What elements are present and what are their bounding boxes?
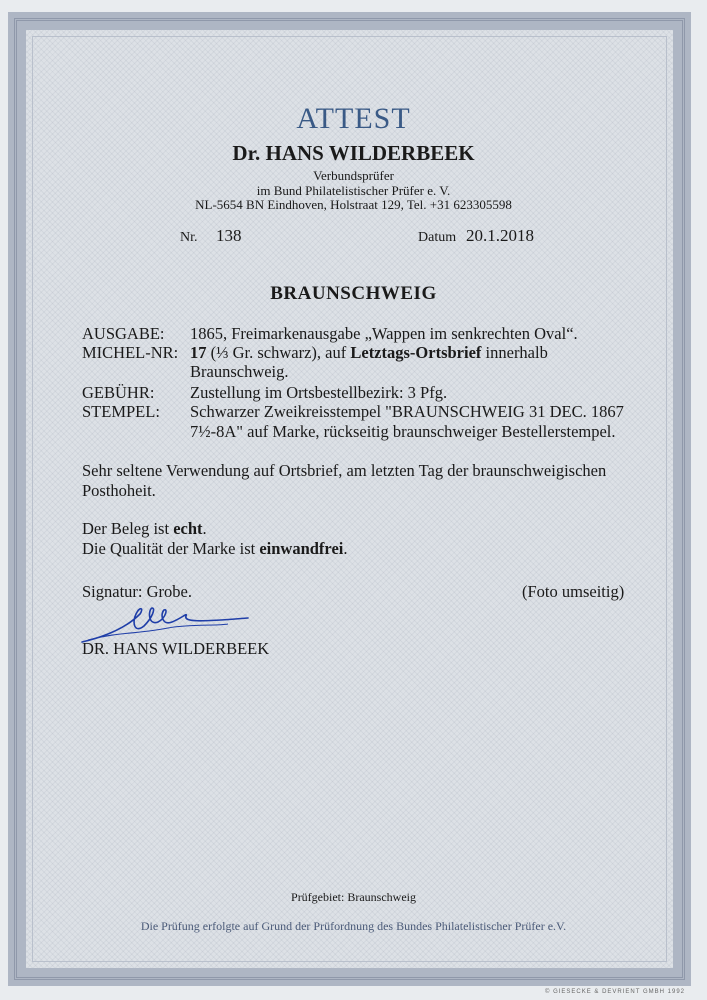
michel-label: MICHEL-NR: <box>82 343 179 362</box>
michel-desc: (⅓ Gr. schwarz), auf <box>206 343 351 362</box>
examiner-address: NL-5654 BN Eindhoven, Holstraat 129, Tel. +31 623305598 <box>195 197 512 212</box>
foto-note: (Foto umseitig) <box>522 582 625 601</box>
verdict-beleg-result: echt <box>173 519 203 538</box>
michel-number: 17 <box>190 343 207 362</box>
remark-line1: Sehr seltene Verwendung auf Ortsbrief, am letzten Tag der braunschweigischen <box>82 461 607 480</box>
stempel-label: STEMPEL: <box>82 402 160 421</box>
date-label: Datum <box>418 230 457 245</box>
verdict-marke <box>82 539 347 559</box>
verdict-marke-result: einwandfrei <box>259 539 344 558</box>
gebuehr-label: GEBÜHR: <box>82 383 155 402</box>
verdict-beleg <box>82 519 207 539</box>
examiner-name: Dr. HANS WILDERBEEK <box>232 141 475 165</box>
examiner-role: Verbundsprüfer <box>313 168 394 183</box>
ausgabe-value: 1865, Freimarkenausgabe „Wappen im senkrechten Oval“. <box>190 324 578 343</box>
number-value: 138 <box>216 226 242 245</box>
verdict-marke-end: . <box>343 539 348 558</box>
printer-imprint: © GIESECKE & DEVRIENT GMBH 1992 <box>544 989 685 995</box>
signer-name: DR. HANS WILDERBEEK <box>82 639 270 658</box>
number-label: Nr. <box>180 230 198 245</box>
examiner-association: im Bund Philatelistischer Prüfer e. V. <box>256 183 451 198</box>
verdict-beleg-end: . <box>202 519 207 538</box>
michel-end: innerhalb <box>481 343 548 362</box>
verdict-marke-text: Die Qualität der Marke ist <box>82 539 260 558</box>
stempel-value-line1: Schwarzer Zweikreisstempel "BRAUNSCHWEIG 31 DEC. 1867 <box>190 402 624 421</box>
michel-value-line2: Braunschweig. <box>190 362 289 381</box>
verdict-beleg-text: Der Beleg ist <box>82 519 174 538</box>
region-heading: BRAUNSCHWEIG <box>270 283 437 304</box>
gebuehr-value: Zustellung im Ortsbestellbezirk: 3 Pfg. <box>190 383 448 402</box>
pruefgebiet: Prüfgebiet: Braunschweig <box>291 890 416 904</box>
footer-note: Die Prüfung erfolgte auf Grund der Prüfordnung des Bundes Philatelistischer Prüfer e.V. <box>140 919 567 933</box>
ausgabe-label: AUSGABE: <box>82 324 165 343</box>
document-title: ATTEST <box>296 102 411 135</box>
stempel-value-line2: 7½-8A" auf Marke, rückseitig braunschweiger Bestellerstempel. <box>190 422 616 441</box>
signatur-line: Signatur: Grobe. <box>82 582 192 601</box>
date-value: 20.1.2018 <box>466 226 534 245</box>
michel-type: Letztags-Ortsbrief <box>350 343 482 362</box>
remark-line2: Posthoheit. <box>82 481 156 500</box>
michel-value <box>190 343 548 362</box>
